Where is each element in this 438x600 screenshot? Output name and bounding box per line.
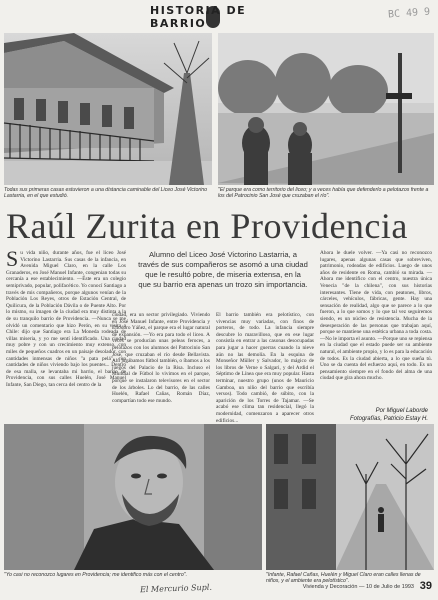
article-byline — [350, 408, 428, 423]
caption-park: "El parque era como territorio del liceo; y a veces había que defenderlo a pelotazos frente a los del Patrocinio San José que cruzaban el río". — [218, 187, 429, 200]
photo-portrait — [4, 424, 262, 570]
page-number: 39 — [419, 580, 432, 592]
article-column-2 — [112, 312, 210, 420]
article-column-2-text: ciudad, era un sector privilegiado. Viviendo en José Manuel Infante, entre Providencia y Eliodoro Yáñez, el parque era el lugar natural de expansión. —Yo era para todo el liceo. A veces se producían unas peleas feroces, a pelotazos con los alumnos del Patrocinio San José, que cruzaban el río desde Bellavista. Ahí jugábamos fútbol también, o íbamos a los juegos del Palacio de la Risa. Incluso el Mundial de Fútbol lo vivimos en el parque, porque se instalaron televisores en el sector de los árboles. Lo del barrio, de las calles Huelén, Rafael Cañas, Román Díaz, compartían todo ese mundo. — [112, 312, 210, 404]
building-illustration — [4, 33, 212, 185]
photo-street — [266, 424, 434, 570]
section-header — [150, 6, 280, 28]
caption-building: Todas sus primeras casas estuvieron a una distancia caminable del Liceo José Victorino Lastarria, en el que estudió. — [4, 187, 208, 200]
article-lead: Alumno del Liceo José Victorino Lastarria, a través de sus compañeros se asomó a una ciudad que le resultó pobre, de miseria extensa, en la que su barrio era apenas un trozo sin importancia. — [138, 250, 308, 289]
article-column-1-text: u vida niño, durante años, fue el liceo José Victorino Lastarria. Sus casas de la infancia, en Avenida Miguel Claro, en la calle Los Granaderos, en José Manuel Infante, congenian todas su cercanía a ese establecimiento. —Éste era un colegio semiprivado, popular, polifacético. Yo conocí Santiago a través de mis compañeros, porque algunos venían de la Población Los Reyes, otros de Estación Central, de Quilicura, de la Población Dávila o de Puente Alto. Por lo mismo, su imagen de la ciudad era muy distinta a la de su tranquilo barrio de Providencia. —Nunca se me olvidó un comentario que hizo Perón, en su visita a Chile: dijo que Santiago era La Moneda rodeada de villas miseria, y yo me sentí identificado. Una ciudad muy pobre y con un crecimiento muy extenso, con miles de pequeños cuadros en un paisaje desolador, con cantidades inmensas de niños "a pata pelá", con cantidades de niños viviendo bajo los puentes... Dentro de esa malla, se levantaba mi barrio, el barrio de Providencia, con sus calles Huelén, José Manuel Infante, San Diego, tan cerca del centro de la — [6, 250, 126, 388]
archive-stamp: BC 49 9 — [387, 6, 431, 21]
portrait-illustration — [4, 424, 262, 570]
photo-park — [218, 33, 434, 185]
street-illustration — [266, 424, 434, 570]
byline-author: Por Miguel Laborde — [375, 408, 428, 414]
footer-signature: El Mercurio Supl. — [139, 582, 213, 595]
article-headline: Raúl Zurita en Providencia — [6, 206, 408, 246]
article-column-4-text: Ahora le duele volver. —Ya casi no reconozco lugares, apenas algunas casas que sobreviven, patrimonio, rodeadas de edificios. Luego de unos años de residente en Roma, cambió su mirada. —Ahora me identifico con el centro, nuestra única Venecia "de la chilena", con sus historias interesantes. Tiene de vida, con peatones, libros, cárceles, vehículos, fábricas, gente. Hay una sensación de realidad, algo que se parece a lo que fueron, a lo que somos y lo que tal vez seguiremos siendo, es un núcleo de resistencia. Mucha de la desesperación de las personas que trabajan aquí, porque se mantiene una estética urbana a toda costa. —No le importa el asunto. —Porque uno se repiensa en la ciudad que el estado puede ser su ambiente natural, el ambiente propio, y lo es para la educación de todos. Es la ciudad abierta, a lo que sueña tú. Uno se da cuenta del esfuerzo aquí, en todo. Es un pensamiento siempre en el fondo del alma de una ciudad que gira ahora mucho. — [320, 250, 432, 382]
article-column-1 — [6, 246, 126, 420]
article-column-3 — [216, 312, 314, 424]
article-dropcap: S — [6, 246, 19, 271]
footer-publication: Vivienda y Decoración — 10 de Julio de 1993 — [302, 584, 414, 590]
section-title: HISTORIA DE BARRIO — [150, 4, 247, 30]
article-column-4 — [320, 250, 432, 406]
caption-street: "Infante, Rafael Cañas, Huelén y Miguel Claro eran calles llenas de niños, y el ambiente era pelotístico". — [266, 572, 421, 585]
park-illustration — [218, 33, 434, 185]
byline-photos: Fotografías, Patricio Estay H. — [349, 415, 428, 422]
photo-building — [4, 33, 212, 185]
caption-portrait: "Yo casi no reconozco lugares en Providencia; me identifico más con el centro". — [4, 572, 188, 578]
article-column-3-text: El barrio también era pelotístico, con vivencias muy variadas, con finos de porteros, de todo. La infancia siempre descubre lo maravilloso, que en ese lugar consistía en entrar a las casonas desocupadas para jugar a hacer guerras cuando la nieve aún no las demolía. En la esquina de Monseñor Müller y Salvador, lo mágico de los libros de Verne o Salgari, y del Ardid el Séptimo de Línea que era muy popular. Hasta terminar, nuestro grupo (unos de Mauricio Gamboa, un niño del barrio que escribía versos). Todo cambió, de súbito, con la aparición de los Torres de Tajamar. —Se acabó ese clima tan residencial, llegó la modernidad, comenzaron a aparecer otros edificios... — [216, 312, 314, 424]
